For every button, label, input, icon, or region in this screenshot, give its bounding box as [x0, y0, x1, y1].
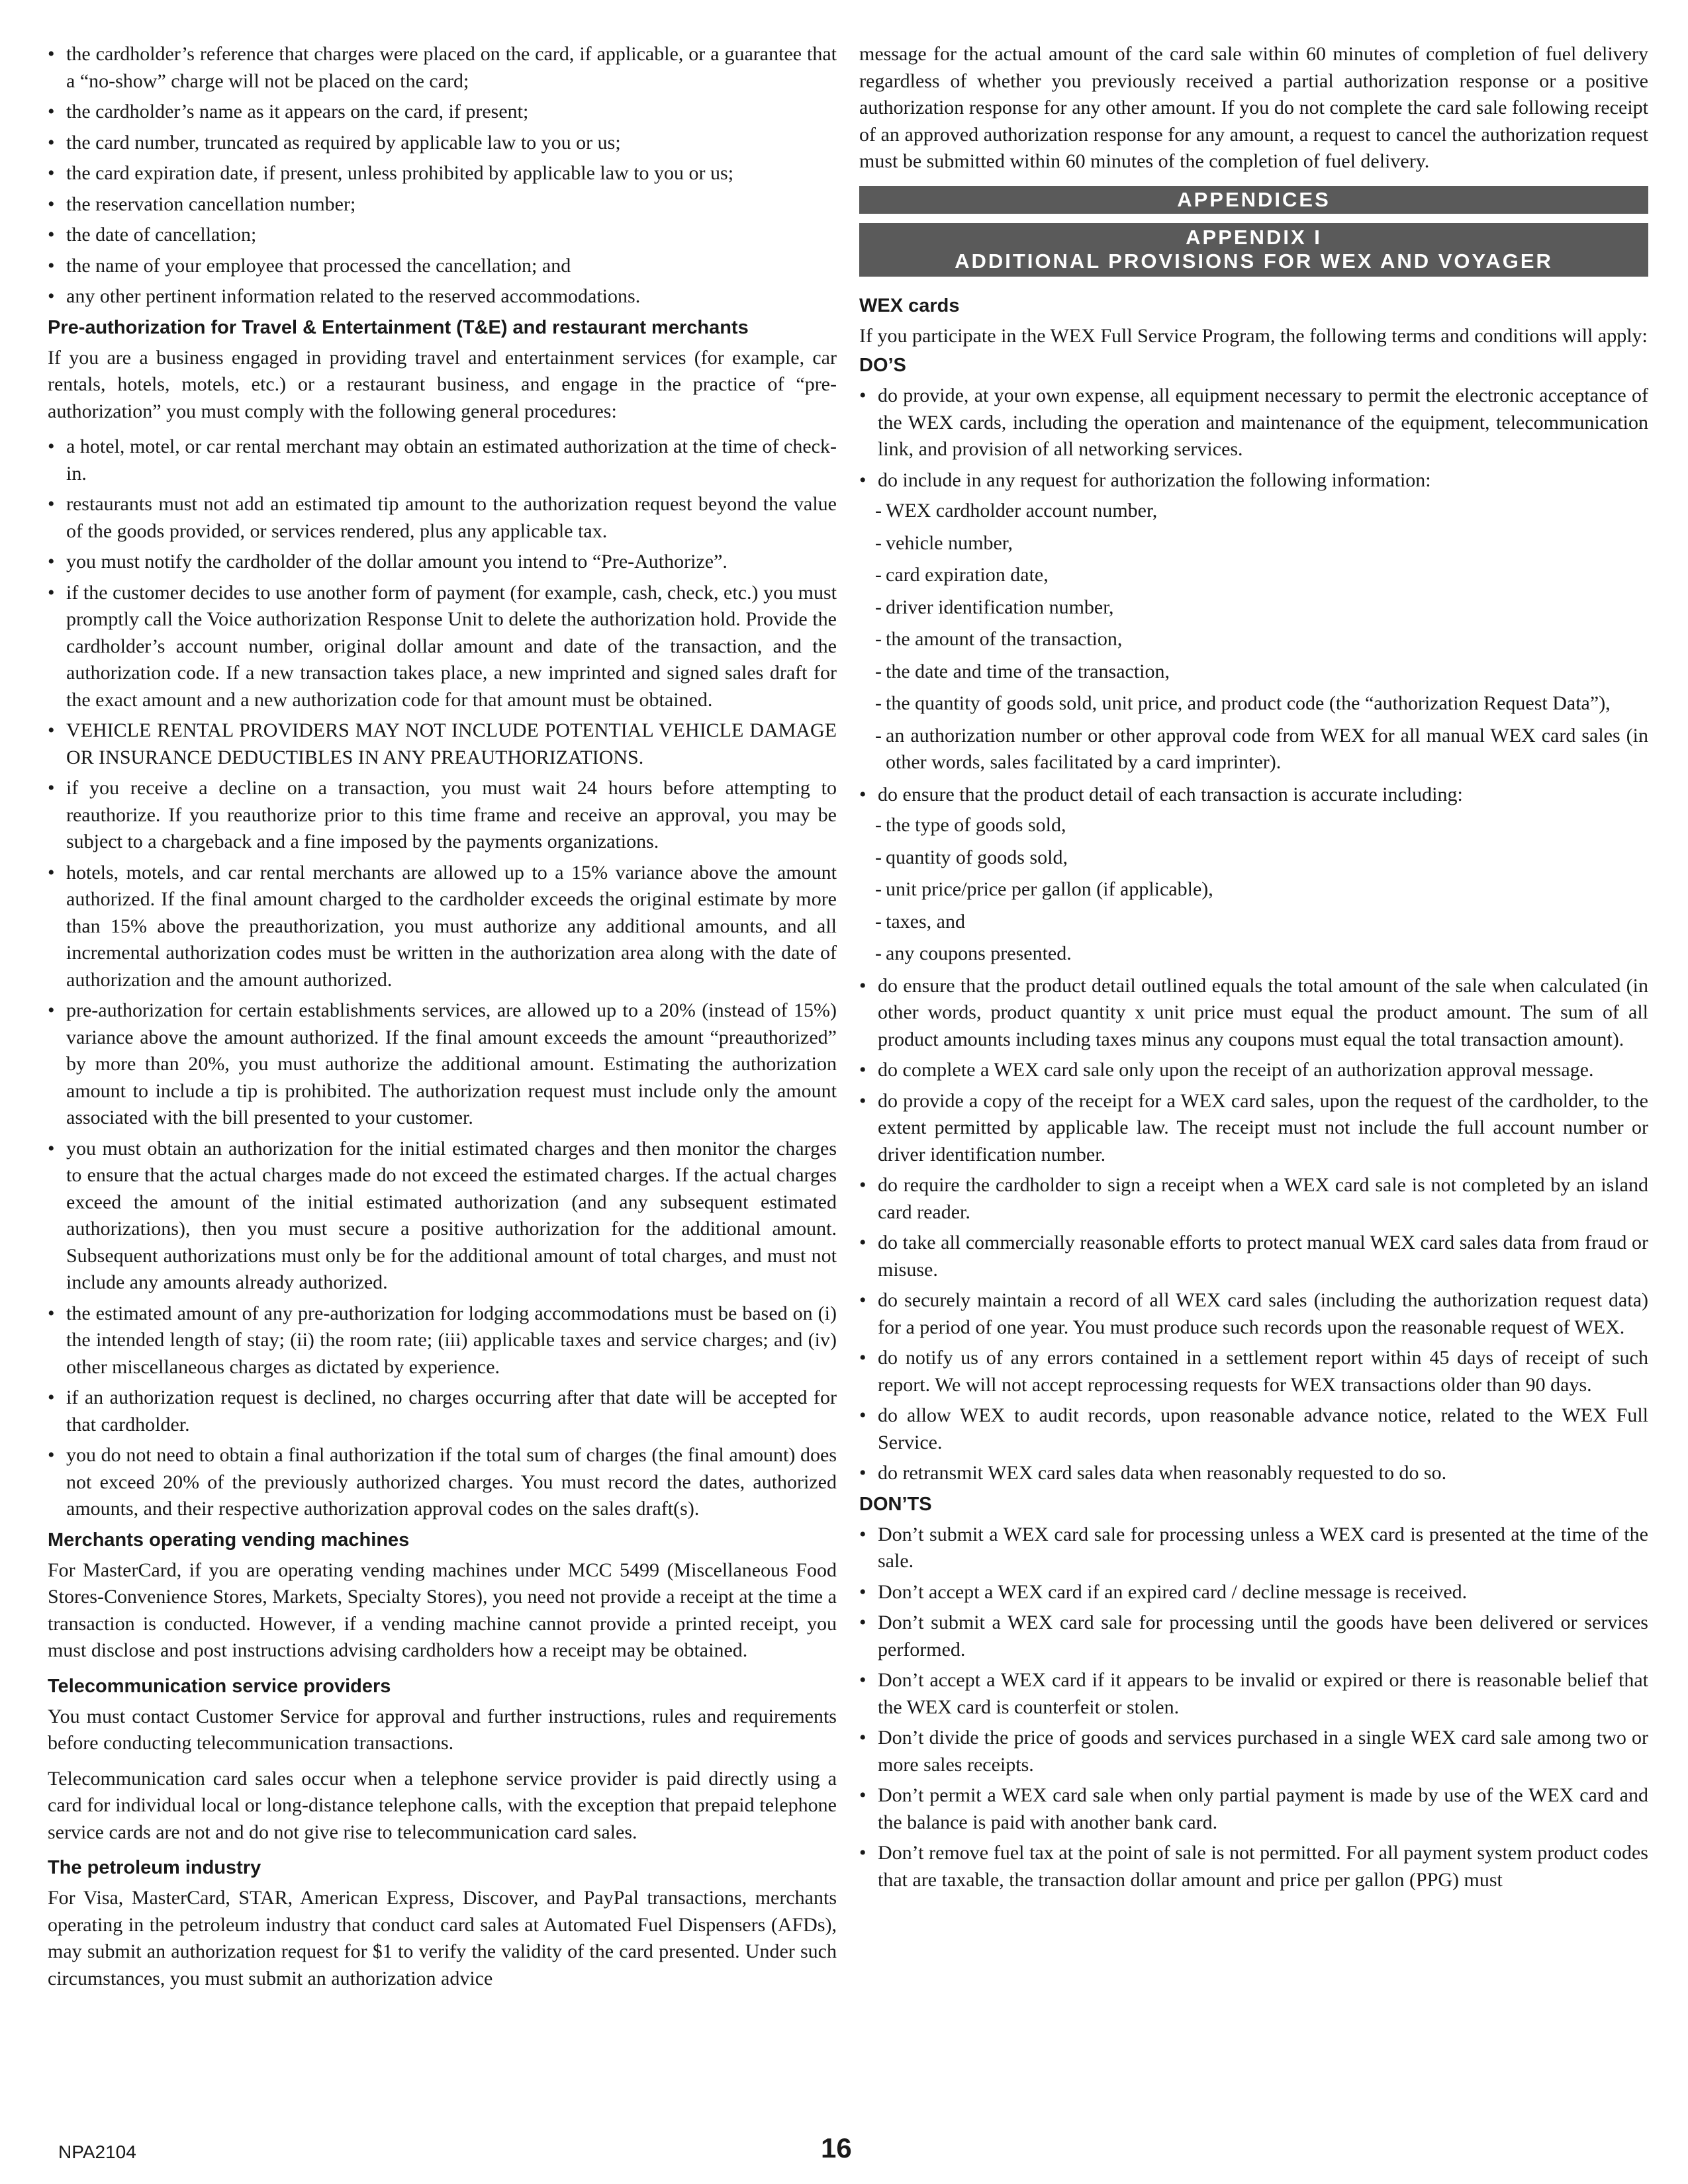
bullet-item [48, 1385, 837, 1438]
bullet-marker: • [48, 224, 55, 246]
section-heading: Merchants operating vending machines [48, 1529, 410, 1551]
bullet-item [859, 1840, 1648, 1893]
dash-marker: - [875, 814, 882, 836]
sub-list-item [859, 498, 1648, 525]
bullet-item [48, 491, 837, 545]
bullet-marker: • [859, 1289, 867, 1311]
bullet-item [48, 997, 837, 1132]
item-text: quantity of goods sold, [886, 846, 1068, 868]
item-text: you must notify the cardholder of the dollar amount you intend to “Pre-Authorize”. [66, 551, 727, 572]
item-text: the amount of the transaction, [886, 628, 1123, 650]
dash-marker: - [875, 692, 882, 714]
bullet-marker: • [859, 1669, 867, 1691]
bullet-marker: • [859, 1523, 867, 1545]
appendix-i-banner [859, 223, 1648, 277]
bullet-marker: • [48, 999, 55, 1021]
item-text: do require the cardholder to sign a receipt when a WEX card sale is not completed by an island card reader. [878, 1174, 1648, 1223]
item-text: Don’t divide the price of goods and services purchased in a single WEX card sale among two or more sales receipts. [878, 1727, 1648, 1776]
bullet-item [859, 1610, 1648, 1663]
bullet-item [859, 1287, 1648, 1341]
item-text: hotels, motels, and car rental merchants are allowed up to a 15% variance above the amount authorized. If the final amount charged to the cardholder exceeds the original estimate by more than 15% above the preauthorization, you must authorize any additional amounts, and all incremental authorization codes must be written in the authorization area along with the date of authorization and the amount authorized. [66, 861, 837, 991]
bullet-marker: • [48, 551, 55, 572]
dash-marker: - [875, 564, 882, 586]
item-text: do include in any request for authorization the following information: [878, 469, 1431, 491]
item-text: the date and time of the transaction, [886, 660, 1170, 682]
bullet-marker: • [859, 1404, 867, 1426]
paragraph: You must contact Customer Service for approval and further instructions, rules and requirements before conducting telecommunication transactions. [48, 1705, 837, 1754]
item-text: a hotel, motel, or car rental merchant may obtain an estimated authorization at the time of check-in. [66, 435, 837, 484]
item-text: the estimated amount of any pre-authorization for lodging accommodations must be based on (i) the intended length of stay; (ii) the room rate; (iii) applicable taxes and service charges; and (iv) other miscellaneous charges as dictated by experience. [66, 1302, 837, 1378]
bullet-item [859, 1057, 1648, 1084]
bullet-item [48, 580, 837, 714]
bullet-marker: • [48, 1302, 55, 1324]
dash-marker: - [875, 942, 882, 964]
item-text: an authorization number or other approval code from WEX for all manual WEX card sales (in other words, sales facilitated by a card imprinter). [886, 724, 1648, 773]
sub-list-item [859, 626, 1648, 653]
bullet-marker: • [48, 43, 55, 65]
bullet-item [48, 1442, 837, 1523]
item-text: unit price/price per gallon (if applicable), [886, 878, 1213, 900]
item-text: do notify us of any errors contained in a settlement report within 45 days of receipt of such report. We will not accept reprocessing requests for WEX transactions older than 90 days. [878, 1347, 1648, 1396]
bullet-item [48, 549, 837, 576]
paragraph: If you participate in the WEX Full Service Program, the following terms and conditions will apply: [859, 324, 1648, 347]
item-text: if the customer decides to use another form of payment (for example, cash, check, etc.) you must promptly call the Voice authorization Response Unit to delete the authorization hold. Provide the cardholder’s account number, original dollar amount and date of the transaction, and the authorization code. If a new transaction takes place, a new imprinted and signed sales draft for the exact amount and a new authorization code for that amount must be obtained. [66, 581, 837, 711]
item-text: the card number, truncated as required by applicable law to you or us; [66, 131, 621, 154]
item-text: VEHICLE RENTAL PROVIDERS MAY NOT INCLUDE POTENTIAL VEHICLE DAMAGE OR INSURANCE DEDUCTIBLES IN ANY PREAUTHORIZATIONS. [66, 719, 837, 768]
bullet-marker: • [859, 1089, 867, 1112]
section-heading: Telecommunication service providers [48, 1675, 391, 1697]
bullet-marker: • [48, 861, 55, 884]
section-heading: DON’TS [859, 1493, 932, 1515]
item-text: WEX cardholder account number, [886, 500, 1158, 522]
item-text: any other pertinent information related to the reserved accommodations. [66, 285, 641, 307]
bullet-marker: • [48, 1137, 55, 1160]
item-text: you do not need to obtain a final authorization if the total sum of charges (the final amount) does not exceed 20% of the previously authorized charges. You must record the dates, authorized amounts, and their respective authorization approval codes on the sales draft(s). [66, 1444, 837, 1520]
dash-marker: - [875, 878, 882, 900]
bullet-marker: • [48, 1444, 55, 1466]
item-text: Don’t accept a WEX card if an expired card / decline message is received. [878, 1580, 1468, 1603]
bullet-item [859, 1579, 1648, 1606]
item-text: Don’t accept a WEX card if it appears to be invalid or expired or there is reasonable belief that the WEX card is counterfeit or stolen. [878, 1669, 1648, 1718]
bullet-marker: • [859, 1232, 867, 1253]
item-text: do take all commercially reasonable efforts to protect manual WEX card sales data from fraud or misuse. [878, 1232, 1648, 1281]
bullet-marker: • [859, 1612, 867, 1633]
bullet-marker: • [48, 131, 55, 154]
paragraph: For Visa, MasterCard, STAR, American Express, Discover, and PayPal transactions, merchants operating in the petroleum industry that conduct card sales at Automated Fuel Dispensers (AFDs), may submit an authorization request for $1 to verify the validity of the card presented. Under such circumstances, you must submit an authorization advice [48, 1887, 837, 1989]
item-text: do ensure that the product detail outlined equals the total amount of the sale when calculated (in other words, product quantity x unit price must equal the product amount. The sum of all product amounts including taxes minus any coupons must equal the total transaction amount). [878, 974, 1648, 1050]
item-text: any coupons presented. [886, 942, 1072, 964]
appendices-banner: APPENDICES [859, 186, 1648, 214]
item-text: driver identification number, [886, 596, 1114, 618]
sub-list-item [859, 594, 1648, 621]
bullet-item [859, 467, 1648, 494]
bullet-marker: • [859, 385, 867, 406]
bullet-item [48, 433, 837, 487]
paragraph: For MasterCard, if you are operating vending machines under MCC 5499 (Miscellaneous Food Stores-Convenience Stores, Markets, Specialty Stores), you need not provide a receipt at the time a transaction is conducted. However, if a vending machine cannot provide a printed receipt, you must disclose and post instructions advising cardholders how a receipt may be obtained. [48, 1559, 837, 1661]
item-text: do provide, at your own expense, all equipment necessary to permit the electronic acceptance of the WEX cards, including the operation and maintenance of the equipment, telecommunication link, and provision of all networking services. [878, 385, 1648, 460]
section-heading: Pre-authorization for Travel & Entertainment (T&E) and restaurant merchants [48, 316, 749, 338]
item-text: if an authorization request is declined, no charges occurring after that date will be accepted for that cardholder. [66, 1387, 837, 1435]
bullet-marker: • [48, 777, 55, 799]
item-text: the type of goods sold, [886, 814, 1066, 836]
item-text: card expiration date, [886, 564, 1049, 586]
dash-marker: - [875, 531, 882, 554]
paragraph: If you are a business engaged in providing travel and entertainment services (for example, car rentals, hotels, motels, etc.) or a restaurant business, and engage in the practice of “pre-authorization” you must comply with the following general procedures: [48, 346, 837, 422]
item-text: Don’t permit a WEX card sale when only partial payment is made by use of the WEX card and the balance is paid with another bank card. [878, 1784, 1648, 1833]
sub-list-item [859, 690, 1648, 717]
item-text: restaurants must not add an estimated tip amount to the authorization request beyond the value of the goods provided, or services rendered, plus any applicable tax. [66, 493, 837, 542]
item-text: Don’t remove fuel tax at the point of sale is not permitted. For all payment system product codes that are taxable, the transaction dollar amount and price per gallon (PPG) must [878, 1842, 1648, 1891]
item-text: the card expiration date, if present, unless prohibited by applicable law to you or us; [66, 162, 734, 184]
dash-marker: - [875, 846, 882, 868]
bullet-item [859, 782, 1648, 809]
item-text: vehicle number, [886, 531, 1013, 554]
left-column [48, 41, 837, 2001]
dash-marker: - [875, 596, 882, 618]
item-text: Don’t submit a WEX card sale for processing until the goods have been delivered or services performed. [878, 1612, 1648, 1661]
item-text: do retransmit WEX card sales data when reasonably requested to do so. [878, 1462, 1447, 1484]
item-text: the cardholder’s reference that charges were placed on the card, if applicable, or a guarantee that a “no-show” charge will not be placed on the card; [66, 43, 837, 92]
bullet-marker: • [48, 162, 55, 184]
appendix-i-subtitle: ADDITIONAL PROVISIONS FOR WEX AND VOYAGER [955, 249, 1553, 273]
sub-list-item [859, 940, 1648, 968]
dash-marker: - [875, 628, 882, 650]
bullet-marker: • [859, 783, 867, 805]
item-text: the date of cancellation; [66, 224, 257, 246]
bullet-item [48, 41, 837, 95]
item-text: the cardholder’s name as it appears on the card, if present; [66, 101, 529, 122]
bullet-item [48, 1136, 837, 1297]
bullet-item [48, 99, 837, 126]
item-text: do provide a copy of the receipt for a WEX card sales, upon the request of the cardholder, to the extent permitted by applicable law. The receipt must not include the full account number or driver identification number. [878, 1089, 1648, 1165]
dash-marker: - [875, 910, 882, 933]
bullet-item [859, 1782, 1648, 1836]
item-text: if you receive a decline on a transaction, you must wait 24 hours before attempting to reauthorize. If you reauthorize prior to this time frame and receive an approval, you may be subject to a chargeback and a fine imposed by the payments organizations. [66, 777, 837, 852]
item-text: taxes, and [886, 910, 965, 933]
sub-list-item [859, 812, 1648, 839]
bullet-item [859, 1667, 1648, 1721]
dash-marker: - [875, 500, 882, 522]
bullet-marker: • [48, 193, 55, 215]
item-text: do allow WEX to audit records, upon reasonable advance notice, related to the WEX Full Service. [878, 1404, 1648, 1453]
bullet-marker: • [48, 719, 55, 741]
sub-list-item [859, 844, 1648, 872]
sub-list-item [859, 909, 1648, 936]
bullet-item [48, 191, 837, 218]
bullet-item [48, 253, 837, 280]
bullet-item [859, 1460, 1648, 1487]
bullet-marker: • [859, 1784, 867, 1806]
section-heading: DO’S [859, 355, 906, 376]
bullet-marker: • [859, 1347, 867, 1369]
bullet-item [48, 222, 837, 249]
bullet-marker: • [859, 469, 867, 491]
bullet-item [859, 1345, 1648, 1398]
bullet-item [48, 775, 837, 856]
paragraph: Telecommunication card sales occur when a telephone service provider is paid directly using a card for individual local or long-distance telephone calls, with the exception that prepaid telephone service cards are not and do not give rise to telecommunication card sales. [48, 1767, 837, 1843]
sub-list-item [859, 562, 1648, 589]
bullet-marker: • [859, 1462, 867, 1484]
sub-list-item [859, 723, 1648, 776]
bullet-marker: • [48, 254, 55, 277]
dash-marker: - [875, 660, 882, 682]
page-number: 16 [821, 2132, 852, 2163]
section-heading: WEX cards [859, 295, 960, 316]
item-text: pre-authorization for certain establishments services, are allowed up to a 20% (instead of 15%) variance above the amount authorized. If the final amount exceeds the amount “preauthorized” by more than 20%, you must authorize the additional amount. Estimating the authorization amount to include a tip is prohibited. The authorization request must include only the amount associated with the bill presented to your customer. [66, 999, 837, 1128]
bullet-item [859, 1088, 1648, 1169]
item-text: the name of your employee that processed the cancellation; and [66, 254, 571, 277]
bullet-marker: • [48, 1387, 55, 1408]
dash-marker: - [875, 724, 882, 747]
bullet-item [48, 1300, 837, 1381]
bullet-item [859, 383, 1648, 463]
sub-list-item [859, 876, 1648, 903]
right-body [859, 293, 1648, 1894]
bullet-marker: • [48, 581, 55, 604]
bullet-marker: • [859, 974, 867, 997]
item-text: you must obtain an authorization for the initial estimated charges and then monitor the charges to ensure that the actual charges made do not exceed the estimated charges. If the actual charges exceed the amount of the initial estimated authorization (and any subsequent estimated authorizations), then you must secure a positive authorization for the additional amount. Subsequent authorizations must only be for the additional amount of total charges, and must not include any amounts already authorized. [66, 1137, 837, 1293]
bullet-marker: • [859, 1580, 867, 1603]
sub-list-item [859, 659, 1648, 686]
item-text: the quantity of goods sold, unit price, and product code (the “authorization Request Data”), [886, 692, 1611, 714]
bullet-marker: • [48, 435, 55, 457]
document-code: NPA2104 [58, 2142, 136, 2162]
bullet-item [859, 1725, 1648, 1778]
bullet-item [859, 1230, 1648, 1283]
item-text: do complete a WEX card sale only upon the receipt of an authorization approval message. [878, 1059, 1594, 1081]
item-text: do securely maintain a record of all WEX card sales (including the authorization request data) for a period of one year. You must produce such records upon the reasonable request of WEX. [878, 1289, 1648, 1338]
item-text: the reservation cancellation number; [66, 193, 356, 215]
section-heading: The petroleum industry [48, 1857, 261, 1878]
bullet-item [48, 283, 837, 310]
item-text: Don’t submit a WEX card sale for processing unless a WEX card is presented at the time of the sale. [878, 1523, 1648, 1572]
bullet-marker: • [48, 285, 55, 307]
bullet-item [859, 973, 1648, 1054]
bullet-item [48, 160, 837, 187]
appendix-i-title: APPENDIX I [1186, 225, 1322, 249]
bullet-item [859, 1172, 1648, 1226]
bullet-item [48, 130, 837, 157]
bullet-item [859, 1522, 1648, 1575]
right-intro [859, 41, 1648, 175]
paragraph: message for the actual amount of the card sale within 60 minutes of completion of fuel delivery regardless of whether you previously received a partial authorization response or a positive authorization response for any other amount. If you do not complete the card sale following receipt of an approved authorization response for any amount, a request to cancel the authorization request must be submitted within 60 minutes of the completion of fuel delivery. [859, 43, 1648, 172]
bullet-item [48, 717, 837, 771]
bullet-item [48, 860, 837, 994]
item-text: do ensure that the product detail of each transaction is accurate including: [878, 783, 1463, 805]
bullet-marker: • [48, 493, 55, 515]
bullet-marker: • [859, 1842, 867, 1864]
right-column [859, 41, 1648, 1897]
bullet-marker: • [48, 101, 55, 122]
sub-list-item [859, 530, 1648, 557]
bullet-marker: • [859, 1059, 867, 1081]
bullet-marker: • [859, 1727, 867, 1749]
bullet-marker: • [859, 1174, 867, 1196]
bullet-item [859, 1402, 1648, 1456]
